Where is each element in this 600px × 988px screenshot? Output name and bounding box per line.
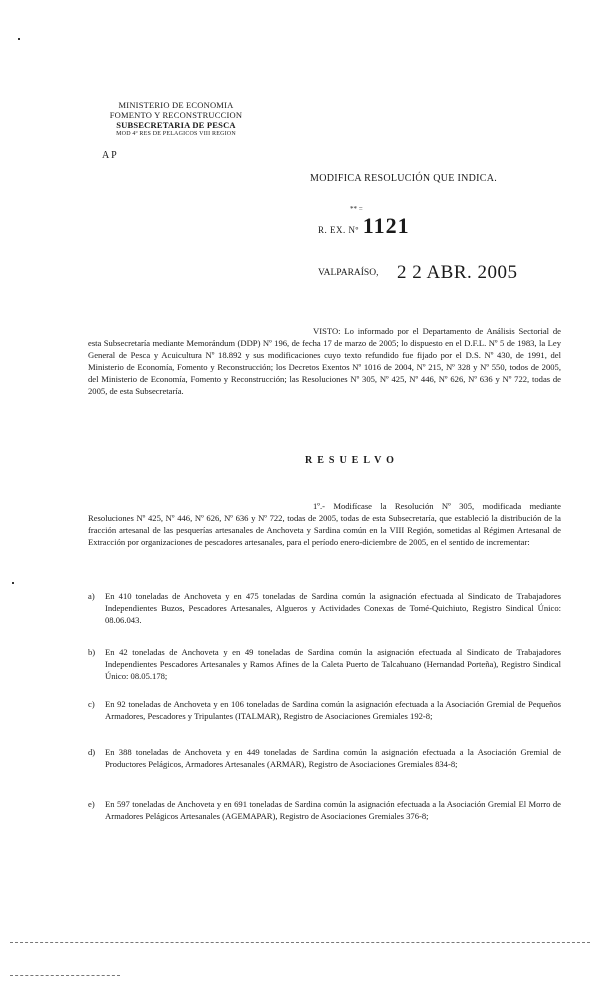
resuelvo-heading: RESUELVO [305,455,399,466]
list-item-label: b) [88,647,96,657]
visto-paragraph: VISTO: Lo informado por el Departamento de Análisis Sectorial de esta Subsecretaría mediante Memorándum (DDP) Nº 196, de fecha 17 de marzo de 2005; lo dispuesto en el D.F.L. Nº 5 de 1983, la Ley General de Pesca y Acuicultura Nº 18.892 y sus modificaciones cuyo texto refundido fue fijado por el D.S. Nº 430, de 1991, del Ministerio de Economía, Fomento y Reconstrucción; los Decretos Exentos Nº 1016 de 2004, Nº 215, Nº 328 y Nº 550, todos de 2005, del Ministerio de Economía, Fomento y Reconstrucción; las Resoluciones Nº 305, Nº 425, Nº 446, Nº 626, Nº 636 y Nº 722, todas de 2005, de esta Subsecretaría. [88,326,561,396]
handwritten-marks: A P [102,150,117,161]
list-item-label: e) [88,799,95,809]
undersecretariat-name: SUBSECRETARIA DE PESCA [116,120,236,130]
stamp-mark: ** = [350,205,363,213]
list-item-text: En 410 toneladas de Anchoveta y en 475 toneladas de Sardina común la asignación efectuada al Sindicato de Trabajadores Independientes Buzos, Pescadores Artesanales, Algueros y Actividades Conexas de Tomé-Quichiuto, Registro Sindical Único: 08.06.043. [105,591,561,625]
ministry-subname: FOMENTO Y RECONSTRUCCION [109,110,243,120]
article-1-paragraph: 1º.- Modifícase la Resolución Nº 305, modificada mediante Resoluciones Nº 425, Nº 446, Nº 626, Nº 636 y Nº 722, todas de 2005, todas de esta Subsecretaría, que estableció la distribución de la fracción artesanal de las pesquerías artesanales de Anchoveta y Sardina común en la VIII Región, sometidas al Régimen Artesanal de Extracción por organizaciones de pescadores artesanales, para el período enero-diciembre de 2005, en el sentido de incrementar: [88,501,561,547]
document-code: MOD 4º RES DE PELAGICOS VIII REGION [116,131,236,137]
list-item-text: En 42 toneladas de Anchoveta y en 49 toneladas de Sardina común la asignación efectuada al Sindicato de Trabajadores Independientes Pescadores Artesanales y Ramos Afines de la Caleta Puerto de Talcahuano (Hernandad Porteña), Registro Sindical Único: 08.05.178; [105,647,561,681]
scan-speck [18,38,20,40]
list-item-text: En 92 toneladas de Anchoveta y en 106 toneladas de Sardina común la asignación efectuada a la Asociación Gremial de Pequeños Armadores, Pescadores y Tripulantes (ITALMAR), Registro de Asociaciones Gremiales 192-8; [105,699,561,721]
list-item-text: En 597 toneladas de Anchoveta y en 691 toneladas de Sardina común la asignación efectuada a la Asociación Gremial El Morro de Armadores Pelágicos Artesanales (AGEMAPAR), Registro de Asociaciones Gremiales 376-8; [105,799,561,821]
date-stamp: 2 2 ABR. 2005 [397,262,518,283]
list-item-label: d) [88,747,96,757]
resolution-number: 1121 [362,213,410,238]
resolution-number-block [318,205,410,239]
scan-speck [12,582,14,584]
list-item-text: En 388 toneladas de Anchoveta y en 449 toneladas de Sardina común la asignación efectuada a la Asociación Gremial de Productores Pelágicos, Armadores Artesanales (ARMAR), Registro de Asociaciones Gremiales 834-8; [105,747,561,769]
place-label: VALPARAÍSO, [318,268,379,278]
list-item-label: c) [88,699,95,709]
document-title: MODIFICA RESOLUCIÓN QUE INDICA. [310,173,498,184]
scan-edge-fragment [10,975,120,976]
ministry-name: MINISTERIO DE ECONOMIA [118,100,234,110]
ministry-header [86,100,266,138]
resolution-prefix: R. EX. Nº [318,225,359,235]
list-item-label: a) [88,591,95,601]
scan-edge-line [10,942,590,943]
